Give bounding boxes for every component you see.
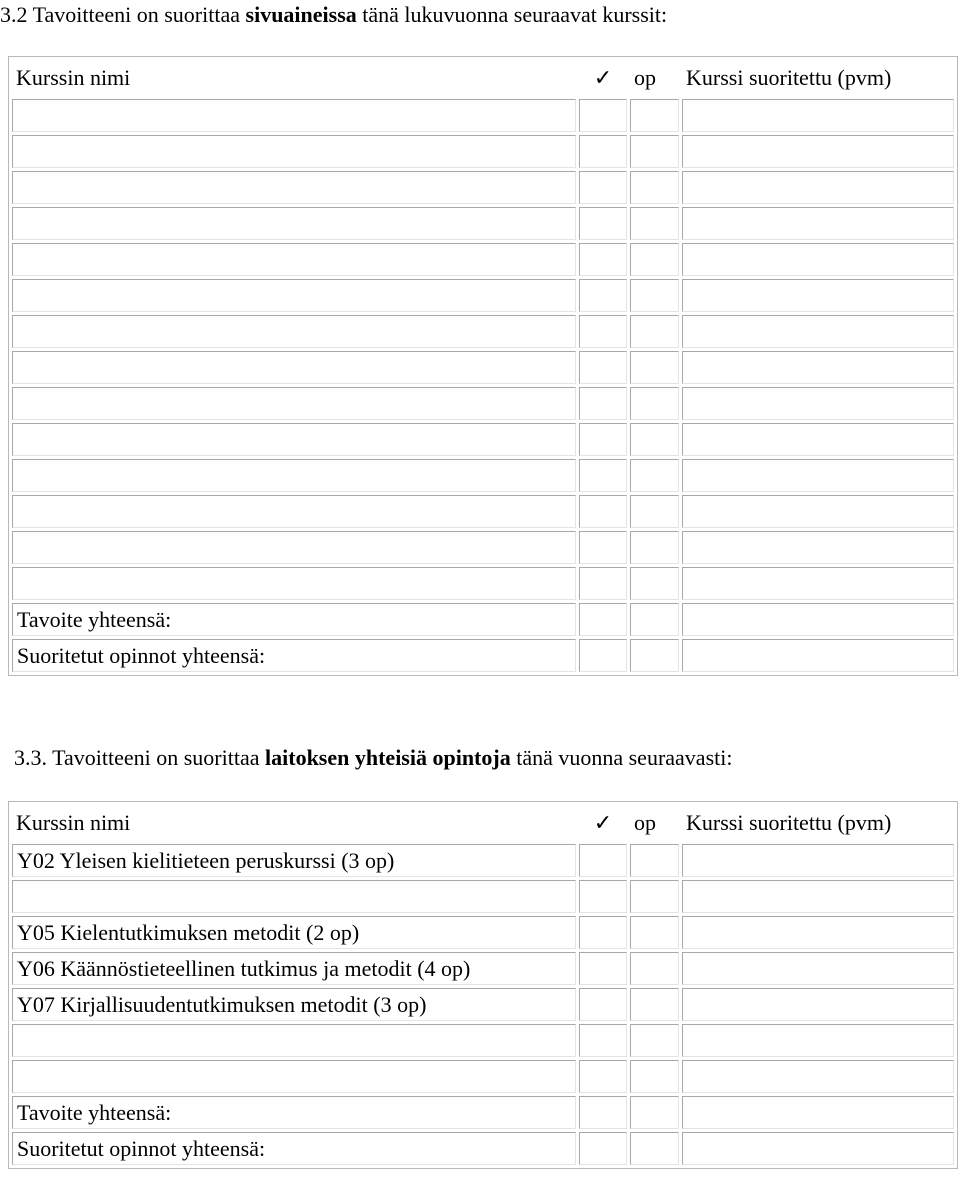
table-row xyxy=(12,99,954,132)
heading-suffix: tänä vuonna seuraavasti: xyxy=(510,745,733,770)
checkmark-icon: ✓ xyxy=(593,810,613,835)
table-row xyxy=(12,171,954,204)
heading-prefix: 3.2 Tavoitteeni on suorittaa xyxy=(0,2,246,27)
table-row xyxy=(12,567,954,600)
check-cell[interactable] xyxy=(579,495,627,528)
credits-cell[interactable] xyxy=(630,171,679,204)
total-completed-credits-cell[interactable] xyxy=(630,639,679,672)
check-cell[interactable] xyxy=(579,243,627,276)
table-row xyxy=(12,135,954,168)
check-cell[interactable] xyxy=(579,315,627,348)
table-row xyxy=(12,1024,954,1057)
completed-date-cell[interactable] xyxy=(682,495,954,528)
credits-cell[interactable] xyxy=(630,99,679,132)
column-header-course-name: Kurssin nimi xyxy=(16,65,131,90)
column-header-check xyxy=(579,60,627,96)
credits-cell[interactable] xyxy=(630,315,679,348)
course-name-cell[interactable] xyxy=(12,880,576,913)
credits-cell[interactable] xyxy=(630,567,679,600)
total-target-credits-cell[interactable] xyxy=(630,1096,679,1129)
heading-suffix: tänä lukuvuonna seuraavat kurssit: xyxy=(356,2,668,27)
credits-cell[interactable] xyxy=(630,531,679,564)
table-row xyxy=(12,844,954,877)
course-name-cell[interactable] xyxy=(12,423,576,456)
table-row xyxy=(12,351,954,384)
credits-cell[interactable] xyxy=(630,880,679,913)
credits-cell[interactable] xyxy=(630,495,679,528)
total-completed-row xyxy=(12,1132,954,1165)
section-heading-yhteiset-opinnot xyxy=(14,745,732,771)
course-name-cell[interactable] xyxy=(12,1060,576,1093)
completed-date-cell[interactable] xyxy=(682,279,954,312)
credits-cell[interactable] xyxy=(630,844,679,877)
course-table-sivuaineet xyxy=(8,56,958,676)
table-row xyxy=(12,531,954,564)
credits-cell[interactable] xyxy=(630,423,679,456)
completed-date-cell[interactable] xyxy=(682,351,954,384)
check-cell[interactable] xyxy=(579,531,627,564)
course-name-cell[interactable] xyxy=(12,207,576,240)
course-name-cell[interactable]: Y05 Kielentutkimuksen metodit (2 op) xyxy=(12,916,576,949)
check-cell[interactable] xyxy=(579,99,627,132)
completed-date-cell[interactable] xyxy=(682,567,954,600)
table-header-row xyxy=(12,60,954,96)
total-target-check-cell[interactable] xyxy=(579,603,627,636)
course-name-cell[interactable] xyxy=(12,99,576,132)
check-cell[interactable] xyxy=(579,844,627,877)
credits-cell[interactable] xyxy=(630,351,679,384)
course-name-cell[interactable]: Y02 Yleisen kielitieteen peruskurssi (3 op) xyxy=(12,844,576,877)
credits-cell[interactable] xyxy=(630,916,679,949)
completed-date-cell[interactable] xyxy=(682,531,954,564)
completed-date-cell[interactable] xyxy=(682,844,954,877)
total-completed-check-cell[interactable] xyxy=(579,1132,627,1165)
completed-date-cell[interactable] xyxy=(682,243,954,276)
completed-date-cell[interactable] xyxy=(682,171,954,204)
credits-cell[interactable] xyxy=(630,135,679,168)
course-name-cell[interactable] xyxy=(12,387,576,420)
credits-cell[interactable] xyxy=(630,459,679,492)
table-row xyxy=(12,988,954,1021)
table-header-row xyxy=(12,805,954,841)
credits-cell[interactable] xyxy=(630,243,679,276)
column-header-completed-date: Kurssi suoritettu (pvm) xyxy=(686,65,892,90)
credits-cell[interactable] xyxy=(630,207,679,240)
credits-cell[interactable] xyxy=(630,1024,679,1057)
section-heading-sivuaineet xyxy=(0,2,667,28)
completed-date-cell[interactable] xyxy=(682,423,954,456)
completed-date-cell[interactable] xyxy=(682,207,954,240)
column-header-course-name: Kurssin nimi xyxy=(16,810,131,835)
check-cell[interactable] xyxy=(579,988,627,1021)
check-cell[interactable] xyxy=(579,207,627,240)
completed-date-cell[interactable] xyxy=(682,916,954,949)
course-table-yhteiset-opinnot xyxy=(8,801,958,1169)
course-name-cell[interactable] xyxy=(12,315,576,348)
check-cell[interactable] xyxy=(579,1060,627,1093)
total-completed-label: Suoritetut opinnot yhteensä: xyxy=(12,639,576,672)
table-row xyxy=(12,880,954,913)
course-name-cell[interactable] xyxy=(12,567,576,600)
credits-cell[interactable] xyxy=(630,279,679,312)
table-row xyxy=(12,495,954,528)
check-cell[interactable] xyxy=(579,1024,627,1057)
table-row xyxy=(12,207,954,240)
total-completed-label: Suoritetut opinnot yhteensä: xyxy=(12,1132,576,1165)
check-cell[interactable] xyxy=(579,423,627,456)
column-header-credits: op xyxy=(634,65,656,90)
table-row xyxy=(12,387,954,420)
column-header-check xyxy=(579,805,627,841)
credits-cell[interactable] xyxy=(630,1060,679,1093)
check-cell[interactable] xyxy=(579,135,627,168)
completed-date-cell[interactable] xyxy=(682,315,954,348)
check-cell[interactable] xyxy=(579,387,627,420)
table-row xyxy=(12,916,954,949)
completed-date-cell[interactable] xyxy=(682,880,954,913)
total-target-label: Tavoite yhteensä: xyxy=(12,603,576,636)
total-target-check-cell[interactable] xyxy=(579,1096,627,1129)
course-name-cell[interactable] xyxy=(12,279,576,312)
check-cell[interactable] xyxy=(579,880,627,913)
completed-date-cell[interactable] xyxy=(682,1060,954,1093)
credits-cell[interactable] xyxy=(630,988,679,1021)
course-name-cell[interactable] xyxy=(12,351,576,384)
course-name-cell[interactable] xyxy=(12,135,576,168)
check-cell[interactable] xyxy=(579,279,627,312)
check-cell[interactable] xyxy=(579,351,627,384)
total-target-row xyxy=(12,1096,954,1129)
check-cell[interactable] xyxy=(579,567,627,600)
course-name-cell[interactable] xyxy=(12,531,576,564)
check-cell[interactable] xyxy=(579,916,627,949)
table-row xyxy=(12,423,954,456)
total-completed-date-cell[interactable] xyxy=(682,639,954,672)
checkmark-icon: ✓ xyxy=(593,65,613,90)
table-row xyxy=(12,459,954,492)
course-name-cell[interactable] xyxy=(12,459,576,492)
total-completed-credits-cell[interactable] xyxy=(630,1132,679,1165)
completed-date-cell[interactable] xyxy=(682,387,954,420)
total-completed-check-cell[interactable] xyxy=(579,639,627,672)
table-row xyxy=(12,315,954,348)
table-row xyxy=(12,279,954,312)
completed-date-cell[interactable] xyxy=(682,952,954,985)
check-cell[interactable] xyxy=(579,952,627,985)
course-name-cell[interactable] xyxy=(12,243,576,276)
completed-date-cell[interactable] xyxy=(682,988,954,1021)
course-name-cell[interactable] xyxy=(12,1024,576,1057)
course-name-cell[interactable]: Y06 Käännöstieteellinen tutkimus ja metodit (4 op) xyxy=(12,952,576,985)
check-cell[interactable] xyxy=(579,459,627,492)
column-header-credits: op xyxy=(634,810,656,835)
credits-cell[interactable] xyxy=(630,387,679,420)
heading-bold: laitoksen yhteisiä opintoja xyxy=(265,745,511,770)
course-name-cell[interactable]: Y07 Kirjallisuudentutkimuksen metodit (3 op) xyxy=(12,988,576,1021)
course-name-cell[interactable] xyxy=(12,495,576,528)
total-target-label: Tavoite yhteensä: xyxy=(12,1096,576,1129)
table-row xyxy=(12,243,954,276)
table-row xyxy=(12,952,954,985)
completed-date-cell[interactable] xyxy=(682,99,954,132)
total-completed-row xyxy=(12,639,954,672)
table-row xyxy=(12,1060,954,1093)
total-target-date-cell[interactable] xyxy=(682,1096,954,1129)
check-cell[interactable] xyxy=(579,171,627,204)
course-name-cell[interactable] xyxy=(12,171,576,204)
heading-prefix: 3.3. Tavoitteeni on suorittaa xyxy=(14,745,266,770)
heading-bold: sivuaineissa xyxy=(245,2,357,27)
completed-date-cell[interactable] xyxy=(682,135,954,168)
credits-cell[interactable] xyxy=(630,952,679,985)
total-target-date-cell[interactable] xyxy=(682,603,954,636)
completed-date-cell[interactable] xyxy=(682,459,954,492)
total-completed-date-cell[interactable] xyxy=(682,1132,954,1165)
column-header-completed-date: Kurssi suoritettu (pvm) xyxy=(686,810,892,835)
total-target-row xyxy=(12,603,954,636)
total-target-credits-cell[interactable] xyxy=(630,603,679,636)
completed-date-cell[interactable] xyxy=(682,1024,954,1057)
